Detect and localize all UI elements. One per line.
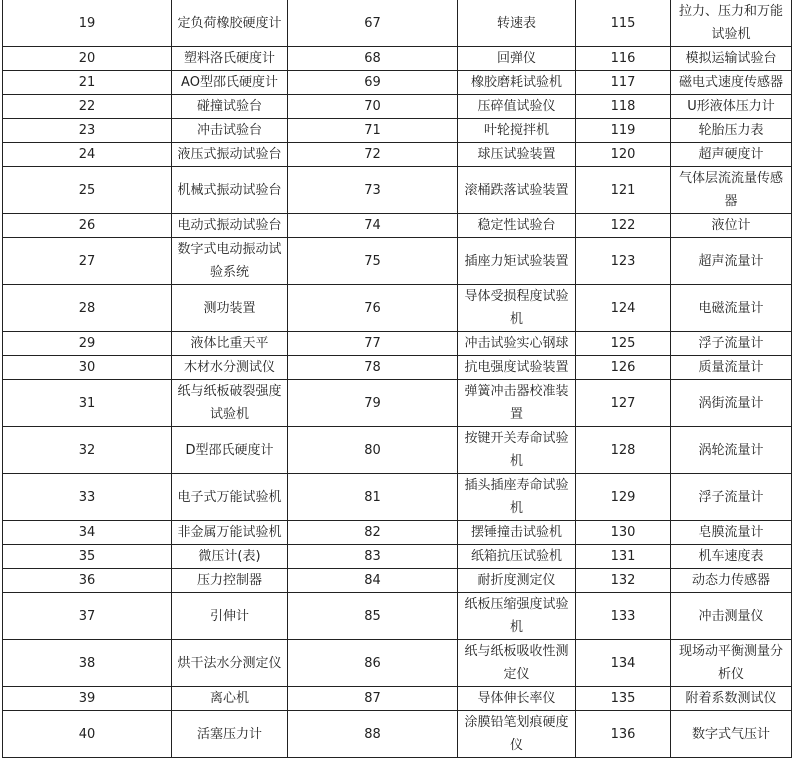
table-row xyxy=(3,569,792,593)
instrument-name: 电子式万能试验机 xyxy=(172,474,288,521)
instrument-name: 磁电式速度传感器 xyxy=(671,71,792,95)
instrument-name: 纸板压缩强度试验机 xyxy=(458,593,576,640)
table-row xyxy=(3,71,792,95)
row-number: 117 xyxy=(576,71,671,95)
row-number: 119 xyxy=(576,119,671,143)
instrument-name: 浮子流量计 xyxy=(671,474,792,521)
instrument-name: 压力控制器 xyxy=(172,569,288,593)
row-number: 25 xyxy=(3,167,172,214)
row-number: 81 xyxy=(288,474,458,521)
row-number: 131 xyxy=(576,545,671,569)
table-row xyxy=(3,167,792,214)
table-row xyxy=(3,143,792,167)
table-row xyxy=(3,640,792,687)
row-number: 135 xyxy=(576,687,671,711)
row-number: 68 xyxy=(288,47,458,71)
row-number: 33 xyxy=(3,474,172,521)
instrument-name: 木材水分测试仪 xyxy=(172,356,288,380)
row-number: 22 xyxy=(3,95,172,119)
instrument-name: 耐折度测定仪 xyxy=(458,569,576,593)
instrument-name: 纸与纸板吸收性测定仪 xyxy=(458,640,576,687)
instrument-name: 超声硬度计 xyxy=(671,143,792,167)
table-row xyxy=(3,521,792,545)
instrument-name: 拉力、压力和万能试验机 xyxy=(671,0,792,47)
instrument-name: 摆锤撞击试验机 xyxy=(458,521,576,545)
row-number: 116 xyxy=(576,47,671,71)
row-number: 115 xyxy=(576,0,671,47)
row-number: 133 xyxy=(576,593,671,640)
row-number: 20 xyxy=(3,47,172,71)
row-number: 123 xyxy=(576,238,671,285)
row-number: 34 xyxy=(3,521,172,545)
instrument-name: 数字式气压计 xyxy=(671,711,792,758)
instrument-name: 活塞压力计 xyxy=(172,711,288,758)
row-number: 129 xyxy=(576,474,671,521)
instrument-name: 冲击测量仪 xyxy=(671,593,792,640)
row-number: 127 xyxy=(576,380,671,427)
instrument-name: 纸与纸板破裂强度试验机 xyxy=(172,380,288,427)
row-number: 71 xyxy=(288,119,458,143)
instrument-name: 皂膜流量计 xyxy=(671,521,792,545)
instrument-name: 引伸计 xyxy=(172,593,288,640)
instrument-name: 液位计 xyxy=(671,214,792,238)
instrument-name: 电磁流量计 xyxy=(671,285,792,332)
instrument-name: 导体受损程度试验机 xyxy=(458,285,576,332)
row-number: 88 xyxy=(288,711,458,758)
row-number: 39 xyxy=(3,687,172,711)
row-number: 28 xyxy=(3,285,172,332)
instrument-name: 滚桶跌落试验装置 xyxy=(458,167,576,214)
row-number: 35 xyxy=(3,545,172,569)
row-number: 134 xyxy=(576,640,671,687)
instrument-name: 球压试验装置 xyxy=(458,143,576,167)
instrument-name: 定负荷橡胶硬度计 xyxy=(172,0,288,47)
table-row xyxy=(3,332,792,356)
table-row xyxy=(3,545,792,569)
instrument-name: 回弹仪 xyxy=(458,47,576,71)
row-number: 118 xyxy=(576,95,671,119)
row-number: 24 xyxy=(3,143,172,167)
row-number: 72 xyxy=(288,143,458,167)
instrument-name: 气体层流流量传感器 xyxy=(671,167,792,214)
instrument-name: 机械式振动试验台 xyxy=(172,167,288,214)
row-number: 124 xyxy=(576,285,671,332)
table-row xyxy=(3,95,792,119)
instrument-name: 液体比重天平 xyxy=(172,332,288,356)
table-row xyxy=(3,474,792,521)
row-number: 37 xyxy=(3,593,172,640)
table-row xyxy=(3,285,792,332)
instrument-name: 稳定性试验台 xyxy=(458,214,576,238)
instrument-name: 浮子流量计 xyxy=(671,332,792,356)
row-number: 36 xyxy=(3,569,172,593)
instrument-name: 转速表 xyxy=(458,0,576,47)
instrument-name: 纸箱抗压试验机 xyxy=(458,545,576,569)
table-row xyxy=(3,214,792,238)
table-row xyxy=(3,593,792,640)
table-row xyxy=(3,380,792,427)
instrument-name: 烘干法水分测定仪 xyxy=(172,640,288,687)
row-number: 27 xyxy=(3,238,172,285)
instrument-name: U形液体压力计 xyxy=(671,95,792,119)
row-number: 125 xyxy=(576,332,671,356)
instrument-name: 质量流量计 xyxy=(671,356,792,380)
row-number: 80 xyxy=(288,427,458,474)
table-row xyxy=(3,711,792,758)
instrument-name: 塑料洛氏硬度计 xyxy=(172,47,288,71)
row-number: 26 xyxy=(3,214,172,238)
row-number: 70 xyxy=(288,95,458,119)
instrument-name: 弹簧冲击器校准装置 xyxy=(458,380,576,427)
instrument-name: 离心机 xyxy=(172,687,288,711)
instrument-name: D型邵氏硬度计 xyxy=(172,427,288,474)
table-row xyxy=(3,687,792,711)
instrument-name: 橡胶磨耗试验机 xyxy=(458,71,576,95)
row-number: 74 xyxy=(288,214,458,238)
row-number: 23 xyxy=(3,119,172,143)
instrument-name: 涡街流量计 xyxy=(671,380,792,427)
instrument-name: 超声流量计 xyxy=(671,238,792,285)
instrument-name: 插头插座寿命试验机 xyxy=(458,474,576,521)
instrument-name: 冲击试验台 xyxy=(172,119,288,143)
row-number: 136 xyxy=(576,711,671,758)
instrument-name: 模拟运输试验台 xyxy=(671,47,792,71)
row-number: 32 xyxy=(3,427,172,474)
row-number: 29 xyxy=(3,332,172,356)
instrument-name: 冲击试验实心钢球 xyxy=(458,332,576,356)
table-row xyxy=(3,119,792,143)
row-number: 128 xyxy=(576,427,671,474)
instrument-name: 导体伸长率仪 xyxy=(458,687,576,711)
instrument-name: 非金属万能试验机 xyxy=(172,521,288,545)
instrument-name: 涡轮流量计 xyxy=(671,427,792,474)
row-number: 30 xyxy=(3,356,172,380)
instrument-name: 动态力传感器 xyxy=(671,569,792,593)
instrument-name: 附着系数测试仪 xyxy=(671,687,792,711)
row-number: 132 xyxy=(576,569,671,593)
table-row xyxy=(3,427,792,474)
table-row xyxy=(3,47,792,71)
table-row xyxy=(3,0,792,47)
instrument-name: 叶轮搅拌机 xyxy=(458,119,576,143)
row-number: 69 xyxy=(288,71,458,95)
row-number: 87 xyxy=(288,687,458,711)
row-number: 86 xyxy=(288,640,458,687)
instrument-name: 电动式振动试验台 xyxy=(172,214,288,238)
row-number: 130 xyxy=(576,521,671,545)
row-number: 73 xyxy=(288,167,458,214)
table-row xyxy=(3,356,792,380)
instrument-name: 液压式振动试验台 xyxy=(172,143,288,167)
instrument-name: AO型邵氏硬度计 xyxy=(172,71,288,95)
row-number: 83 xyxy=(288,545,458,569)
instrument-name: 插座力矩试验装置 xyxy=(458,238,576,285)
instrument-name: 抗电强度试验装置 xyxy=(458,356,576,380)
row-number: 76 xyxy=(288,285,458,332)
row-number: 120 xyxy=(576,143,671,167)
row-number: 38 xyxy=(3,640,172,687)
row-number: 67 xyxy=(288,0,458,47)
instrument-name: 测功装置 xyxy=(172,285,288,332)
row-number: 82 xyxy=(288,521,458,545)
row-number: 122 xyxy=(576,214,671,238)
instrument-name: 碰撞试验台 xyxy=(172,95,288,119)
instrument-name: 数字式电动振动试验系统 xyxy=(172,238,288,285)
instrument-table xyxy=(2,0,792,758)
row-number: 85 xyxy=(288,593,458,640)
row-number: 84 xyxy=(288,569,458,593)
row-number: 78 xyxy=(288,356,458,380)
row-number: 75 xyxy=(288,238,458,285)
instrument-name: 压碎值试验仪 xyxy=(458,95,576,119)
row-number: 126 xyxy=(576,356,671,380)
row-number: 77 xyxy=(288,332,458,356)
instrument-name: 涂膜铅笔划痕硬度仪 xyxy=(458,711,576,758)
row-number: 121 xyxy=(576,167,671,214)
instrument-name: 按键开关寿命试验机 xyxy=(458,427,576,474)
instrument-name: 机车速度表 xyxy=(671,545,792,569)
row-number: 19 xyxy=(3,0,172,47)
row-number: 21 xyxy=(3,71,172,95)
instrument-name: 微压计(表) xyxy=(172,545,288,569)
row-number: 31 xyxy=(3,380,172,427)
instrument-name: 现场动平衡测量分析仪 xyxy=(671,640,792,687)
table-row xyxy=(3,238,792,285)
row-number: 79 xyxy=(288,380,458,427)
instrument-name: 轮胎压力表 xyxy=(671,119,792,143)
row-number: 40 xyxy=(3,711,172,758)
